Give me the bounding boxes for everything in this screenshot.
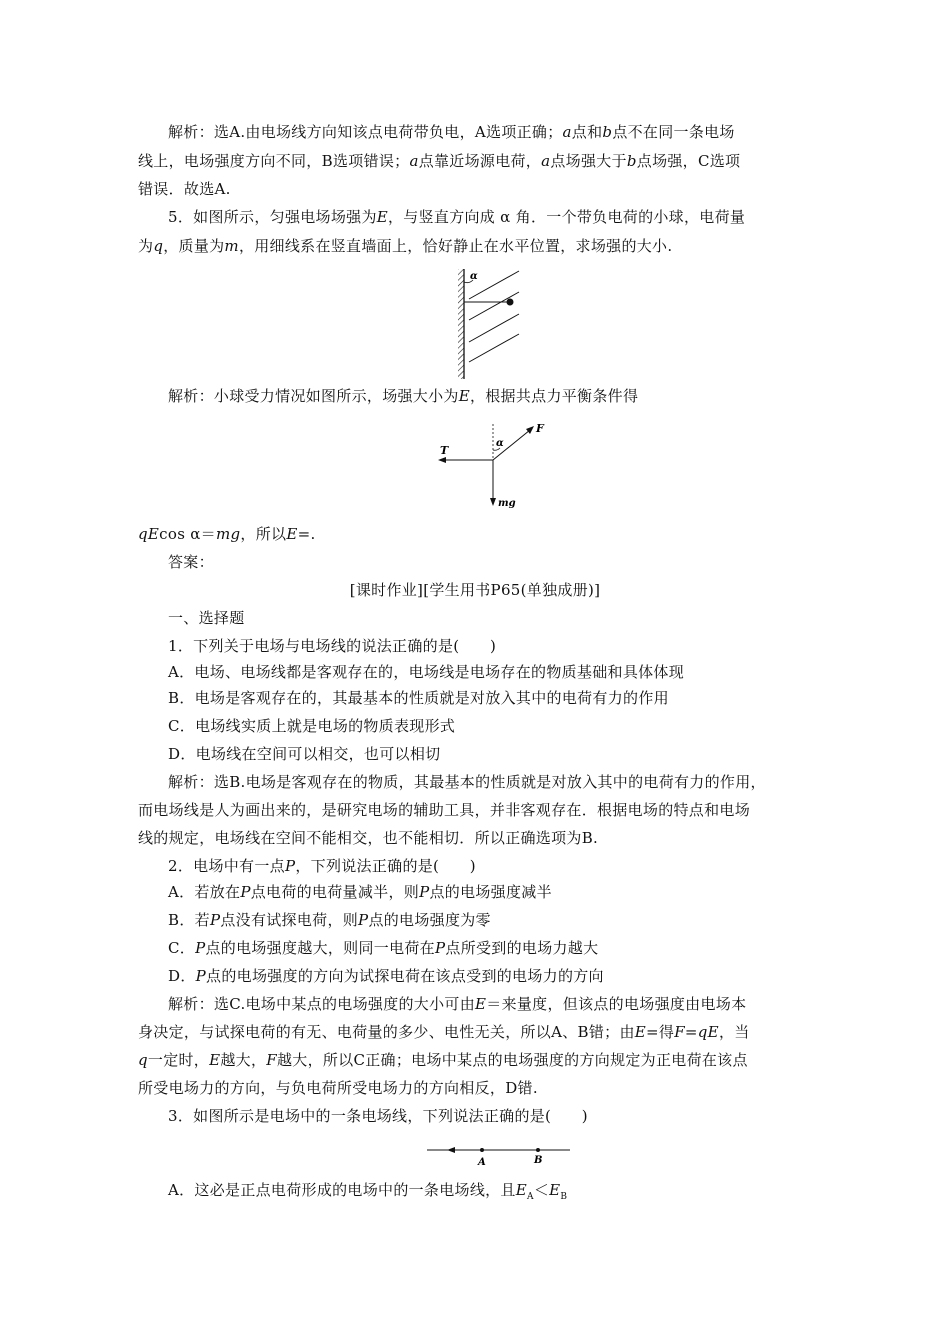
question-1-option-a: A．电场、电场线都是客观存在的，电场线是电场存在的物质基础和具体体现 bbox=[168, 663, 685, 681]
tension-label: T bbox=[440, 444, 449, 457]
analysis-q4-line2: 线上，电场强度方向不同，B选项错误；a点靠近场源电荷，a点场强大于b点场强，C选项 bbox=[138, 152, 741, 170]
section-header: [课时作业][学生用书P65(单独成册)] bbox=[349, 581, 601, 599]
question-1-option-c: C．电场线实质上就是电场的物质表现形式 bbox=[168, 717, 456, 735]
wall bbox=[458, 269, 464, 379]
field-line-figure bbox=[425, 1142, 585, 1172]
question-2-option-d: D．P点的电场强度的方向为试探电荷在该点受到的电场力的方向 bbox=[168, 967, 604, 985]
question-2-option-c: C．P点的电场强度越大，则同一电荷在P点所受到的电场力越大 bbox=[168, 939, 599, 957]
analysis-q1-line3: 线的规定，电场线在空间不能相交，也不能相切．所以正确选项为B. bbox=[138, 829, 599, 847]
point-a-label: A bbox=[478, 1157, 486, 1168]
analysis-q4-line3: 错误．故选A. bbox=[138, 180, 231, 198]
question-2-option-a: A．若放在P点电荷的电荷量减半，则P点的电场强度减半 bbox=[168, 883, 552, 901]
field-line bbox=[469, 292, 519, 320]
point-b-label: B bbox=[534, 1155, 543, 1166]
analysis-q2-line1: 解析：选C.电场中某点的电场强度的大小可由E＝来量度，但该点的电场强度由电场本 bbox=[168, 995, 747, 1013]
analysis-q5: 解析：小球受力情况如图所示，场强大小为E，根据共点力平衡条件得 bbox=[168, 387, 639, 405]
question-5-stem-line1: 5．如图所示，匀强电场场强为E，与竖直方向成 α 角．一个带负电荷的小球，电荷量 bbox=[168, 208, 746, 226]
force-diagram bbox=[432, 420, 552, 515]
wall-field-figure bbox=[455, 266, 555, 381]
analysis-q2-line3: q一定时，E越大，F越大，所以C正确；电场中某点的电场强度的方向规定为正电荷在该点 bbox=[138, 1051, 748, 1069]
question-3-stem: 3．如图所示是电场中的一条电场线，下列说法正确的是( ) bbox=[168, 1107, 588, 1125]
question-1-option-d: D．电场线在空间可以相交，也可以相切 bbox=[168, 745, 441, 763]
point-b bbox=[536, 1148, 540, 1152]
analysis-q4-line1: 解析：选A.由电场线方向知该点电荷带负电，A选项正确；a点和b点不在同一条电场 bbox=[168, 123, 735, 141]
alpha-label: α bbox=[496, 438, 504, 449]
charged-ball bbox=[507, 299, 514, 306]
alpha-label: α bbox=[470, 271, 478, 282]
equation-line: qEcos α＝mg，所以E=. bbox=[138, 525, 316, 543]
analysis-q2-line4: 所受电场力的方向，与负电荷所受电场力的方向相反，D错. bbox=[138, 1079, 538, 1097]
analysis-q1-line2: 而电场线是人为画出来的，是研究电场的辅助工具，并非客观存在．根据电场的特点和电场 bbox=[138, 801, 751, 819]
answer-label: 答案： bbox=[168, 553, 214, 571]
question-5-stem-line2: 为q，质量为m，用细线系在竖直墙面上，恰好静止在水平位置，求场强的大小. bbox=[138, 237, 673, 255]
gravity-label: mg bbox=[498, 498, 516, 509]
point-a bbox=[480, 1148, 484, 1152]
analysis-q1-line1: 解析：选B.电场是客观存在的物质，其最基本的性质就是对放入其中的电荷有力的作用， bbox=[168, 773, 766, 791]
analysis-q2-line2: 身决定，与试探电荷的有无、电荷量的多少、电性无关，所以A、B错；由E=得F=qE，当 bbox=[138, 1023, 750, 1041]
question-1-stem: 1．下列关于电场与电场线的说法正确的是( ) bbox=[168, 637, 497, 655]
part-heading: 一、选择题 bbox=[168, 609, 245, 627]
force-label: F bbox=[536, 422, 544, 435]
question-2-stem: 2．电场中有一点P，下列说法正确的是( ) bbox=[168, 857, 476, 875]
question-3-option-a: A．这必是正点电荷形成的电场中的一条电场线，且$E_A<E_B$ bbox=[168, 1181, 568, 1202]
question-1-option-b: B．电场是客观存在的，其最基本的性质就是对放入其中的电荷有力的作用 bbox=[168, 689, 669, 707]
question-2-option-b: B．若P点没有试探电荷，则P点的电场强度为零 bbox=[168, 911, 491, 929]
